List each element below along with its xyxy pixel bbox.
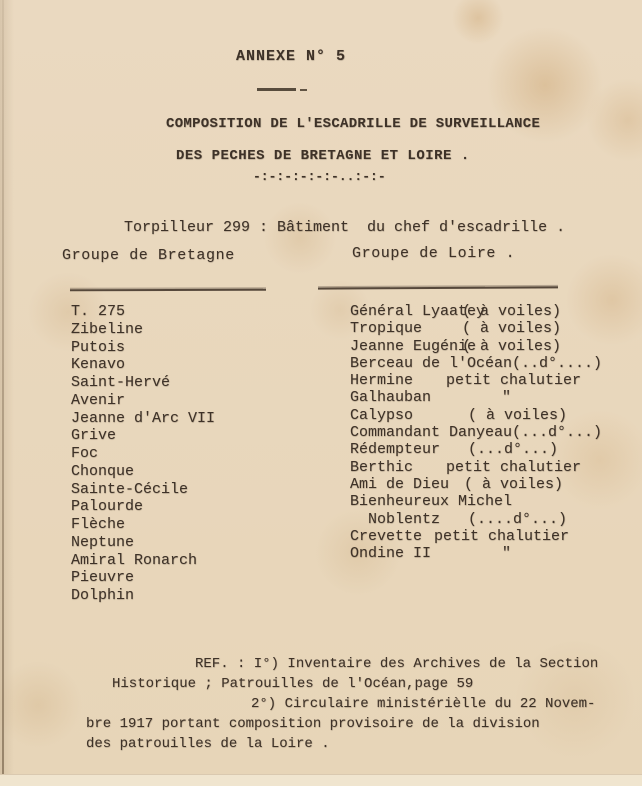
ship-row <box>350 441 635 458</box>
flagship-line: Torpilleur 299 : Bâtiment du chef d'escadrille . <box>124 219 566 236</box>
page-left-edge <box>2 0 4 786</box>
reference-line: Historique ; Patrouilles de l'Océan,page 59 <box>112 676 474 692</box>
ship-name: Pieuvre <box>71 569 135 587</box>
ship-name: Dolphin <box>71 587 135 604</box>
dotted-separator: -:-:-:-:-:-..:-:- <box>253 169 386 184</box>
ship-name: Flèche <box>71 516 126 533</box>
ship-row <box>71 516 215 534</box>
ship-row <box>71 427 215 445</box>
ship-row <box>71 321 215 339</box>
ship-row <box>350 338 635 355</box>
loire-header-rule <box>318 286 558 289</box>
ship-status: petit chalutier <box>446 458 582 476</box>
ship-row <box>71 569 215 587</box>
ship-status: (....d°...) <box>468 510 568 528</box>
ship-status: (..d°....) <box>512 354 603 372</box>
column-header-loire: Groupe de Loire . <box>352 245 516 262</box>
ship-row <box>71 410 215 428</box>
ship-row <box>350 303 635 320</box>
ship-row <box>71 339 215 357</box>
ship-row <box>71 374 215 392</box>
ship-name: Jeanne d'Arc VII <box>71 409 216 427</box>
ship-row <box>350 355 635 372</box>
ship-row <box>350 372 635 389</box>
ship-status: " <box>502 389 512 407</box>
ship-row <box>350 407 635 424</box>
ship-row <box>71 392 215 410</box>
ship-name: Amiral Ronarch <box>71 551 198 569</box>
ship-name: Hermine <box>350 372 414 390</box>
ship-name: Putois <box>71 338 126 356</box>
ship-name: Tropique <box>350 320 423 338</box>
ship-name: Saint-Hervé <box>71 374 171 391</box>
ship-name: Jeanne Eugénie <box>350 337 477 355</box>
ship-status: ( à voiles) <box>462 337 562 355</box>
ship-name: T. 275 <box>71 303 126 320</box>
bretagne-header-rule <box>70 289 266 292</box>
ship-row <box>71 498 215 516</box>
ship-name: Sainte-Cécile <box>71 480 189 498</box>
ship-name: Kenavo <box>71 356 126 374</box>
ship-name: Palourde <box>71 498 144 516</box>
ship-list-loire <box>350 303 635 562</box>
reference-line: bre 1917 portant composition provisoire de la division <box>86 716 540 732</box>
reference-line: des patrouilles de la Loire . <box>86 736 330 752</box>
ship-status: (...d°...) <box>468 441 559 459</box>
ship-row <box>350 320 635 337</box>
ship-status: petit chalutier <box>446 372 582 390</box>
ship-row <box>71 303 215 321</box>
ship-name: Ami de Dieu <box>350 475 450 493</box>
ship-row <box>71 356 215 374</box>
ship-row <box>71 552 215 570</box>
ship-row <box>350 424 635 441</box>
ship-status: " <box>502 545 512 563</box>
ship-name: Ondine II <box>350 545 432 563</box>
ship-name: Galhauban <box>350 389 432 407</box>
ship-status: ( à voiles) <box>464 475 564 493</box>
ship-row <box>71 534 215 552</box>
ship-name: Rédempteur <box>350 441 441 459</box>
column-header-bretagne: Groupe de Bretagne <box>62 247 235 264</box>
ship-name: Crevette <box>350 527 423 545</box>
annexe-title: ANNEXE N° 5 <box>236 48 347 65</box>
ship-row <box>350 545 635 562</box>
ship-name: Grive <box>71 427 117 445</box>
ship-name: Neptune <box>71 533 135 551</box>
reference-line: REF. : I°) Inventaire des Archives de la Section <box>195 656 599 672</box>
annexe-title-underline <box>257 88 296 91</box>
ship-name: Zibeline <box>71 320 144 338</box>
ship-status: ( à voiles) <box>462 303 562 320</box>
reference-line: 2°) Circulaire ministérièlle du 22 Novem- <box>251 696 596 712</box>
main-title-line1: COMPOSITION DE L'ESCADRILLE DE SURVEILLANCE <box>166 116 541 132</box>
ship-name: Calypso <box>350 406 414 424</box>
ship-status: petit chalutier <box>434 527 570 545</box>
ship-row <box>350 493 635 510</box>
ship-row <box>71 587 215 605</box>
ship-row <box>350 528 635 545</box>
ship-row <box>350 459 635 476</box>
ship-name: Chonque <box>71 462 135 480</box>
ship-status: (...d°...) <box>512 424 603 442</box>
ship-status: ( à voiles) <box>462 320 562 338</box>
ship-name: Général Lyaatey <box>350 303 486 320</box>
ship-row <box>71 481 215 499</box>
ship-name: Bienheureux Michel <box>350 493 513 511</box>
ship-name: Foc <box>71 445 99 462</box>
ship-name: Noblentz <box>350 510 441 528</box>
ship-list-bretagne <box>71 303 215 605</box>
ship-name: Commandant Danyeau <box>350 424 513 442</box>
ship-row <box>350 389 635 406</box>
ship-name: Berthic <box>350 458 414 476</box>
ship-row <box>350 511 635 528</box>
ship-row <box>350 476 635 493</box>
main-title-line2: DES PECHES DE BRETAGNE ET LOIRE . <box>176 148 470 164</box>
ship-name: Avenir <box>71 391 126 409</box>
ship-row <box>71 463 215 481</box>
page-bottom-edge <box>0 774 642 786</box>
ship-status: ( à voiles) <box>468 406 568 424</box>
ship-name: Berceau de l'Océan <box>350 354 513 372</box>
ship-row <box>71 445 215 463</box>
reference-block <box>86 656 598 756</box>
